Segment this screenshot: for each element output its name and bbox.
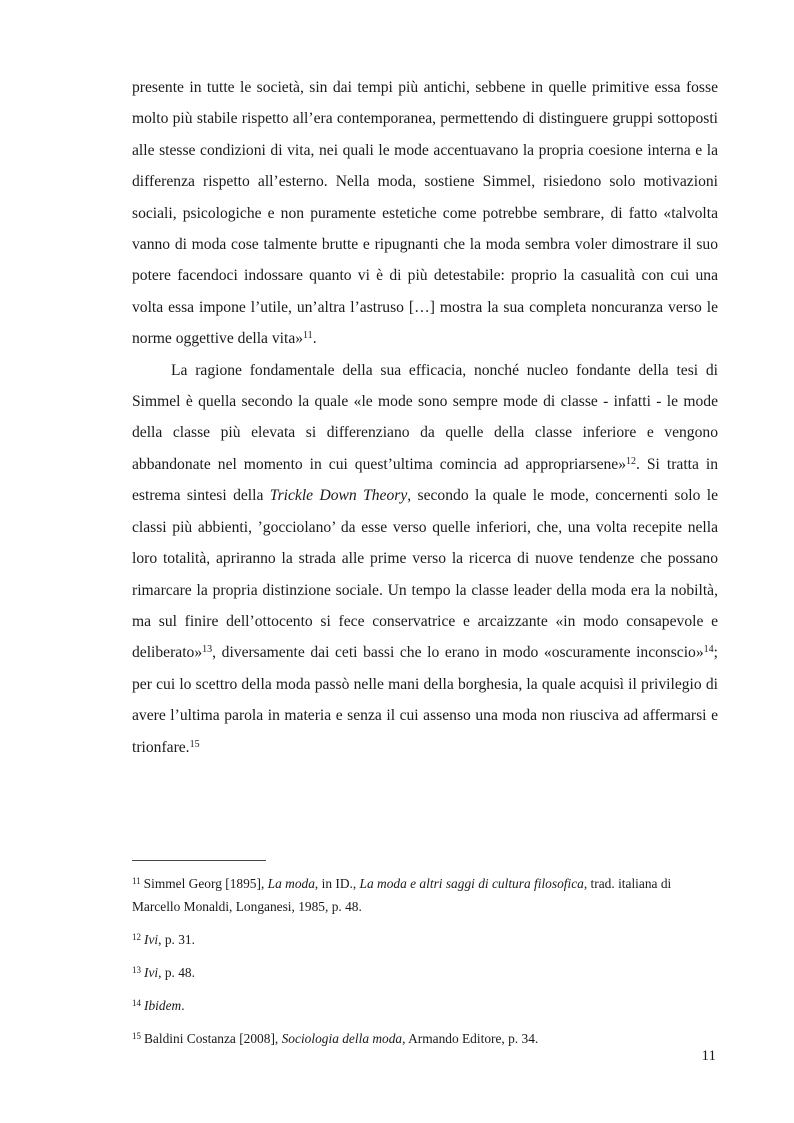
footnote-text: , trad. italiana di Marcello Monaldi, Longanesi, 1985, p. 48. (132, 876, 672, 914)
footnote-text: , p. 48. (158, 965, 195, 980)
footnote-title: La moda e altri saggi di cultura filosofica (359, 876, 584, 891)
footnote-13 (132, 961, 718, 984)
paragraph-2-text: La ragione fondamentale della sua efficacia, nonché nucleo fondante della tesi di Simmel è quella secondo la quale «le mode sono sempre mode di classe - infatti - le mode della classe più elevata si differenziano da quelle della classe inferiore e vengono abbandonate nel momento in cui quest’ultima comincia ad appropriarsene» (132, 361, 718, 473)
footnote-ref-15[interactable]: 15 (189, 738, 200, 750)
footnote-number: 12 (132, 932, 141, 942)
page-number: 11 (701, 1048, 716, 1064)
footnote-text: , Armando Editore, p. 34. (402, 1031, 539, 1046)
paragraph-1-text: presente in tutte le società, sin dai tempi più antichi, sebbene in quelle primitive essa fosse molto più stabile rispetto all’era contemporanea, permettendo di distinguere gruppi sottoposti alle stesse condizioni di vita, nei quali le mode accentuavano la propria coesione interna e la differenza rispetto all’esterno. Nella moda, sostiene Simmel, risiedono solo motivazioni sociali, psicologiche e non puramente estetiche come potrebbe sembrare, di fatto «talvolta vanno di moda cose talmente brutte e ripugnanti che la moda sembra voler dimostrare il suo potere facendoci indossare quanto vi è di più detestabile: proprio la casualità con cui una volta essa impone l’utile, un’altra l’astruso […] mostra la sua completa noncuranza verso le norme oggettive della vita» (132, 79, 718, 348)
footnote-text: Simmel Georg [1895], (143, 876, 268, 891)
footnote-title: La moda (267, 876, 315, 891)
footnote-text: , in ID., (314, 876, 360, 891)
theory-name: Trickle Down Theory (269, 487, 408, 505)
footnote-separator (132, 860, 266, 861)
footnote-14 (132, 994, 718, 1017)
footnote-ref-11[interactable]: 11 (303, 330, 313, 342)
footnote-11 (132, 872, 718, 918)
paragraph-2-text-b: . Si tratta in estrema sintesi della (132, 455, 719, 505)
footnote-title: Ivi (144, 965, 159, 980)
footnote-title: Ibidem (144, 998, 182, 1013)
footnotes (132, 872, 718, 1060)
footnote-15 (132, 1027, 718, 1050)
footnote-number: 13 (132, 965, 141, 975)
footnote-ref-14[interactable]: 14 (703, 644, 714, 656)
paragraph-1 (132, 72, 718, 355)
footnote-title: Sociologia della moda (281, 1031, 403, 1046)
paragraph-2 (132, 355, 718, 763)
footnote-number: 11 (132, 876, 141, 886)
footnote-title: Ivi (144, 932, 159, 947)
footnote-text: Baldini Costanza [2008], (144, 1031, 282, 1046)
footnote-ref-13[interactable]: 13 (202, 644, 213, 656)
paragraph-2-text-d: , diversamente dai ceti bassi che lo erano in modo «oscuramente inconscio» (212, 644, 704, 662)
paragraph-1-end: . (312, 330, 317, 348)
footnote-ref-12[interactable]: 12 (626, 455, 637, 467)
paragraph-2-text-c: , secondo la quale le mode, concernenti solo le classi più abbienti, ’gocciolano’ da esse verso quelle inferiori, che, una volta recepite nella loro totalità, apriranno la strada alle prime verso la ricerca di nuove tendenze che possano rimarcare la propria distinzione sociale. Un tempo la classe leader della moda era la nobiltà, ma sul finire dell’ottocento si fece conservatrice e arcaizzante «in modo consapevole e deliberato» (132, 487, 719, 662)
paragraph-2-text-e: ; per cui lo scettro della moda passò nelle mani della borghesia, la quale acquisì il privilegio di avere l’ultima parola in materia e senza il cui assenso una moda non riusciva ad affermarsi e trionfare. (132, 644, 718, 756)
footnote-text: , p. 31. (158, 932, 195, 947)
footnote-number: 14 (132, 998, 141, 1008)
footnote-number: 15 (132, 1031, 141, 1041)
body-text (132, 72, 718, 763)
footnote-12 (132, 928, 718, 951)
footnote-text: . (181, 998, 185, 1013)
